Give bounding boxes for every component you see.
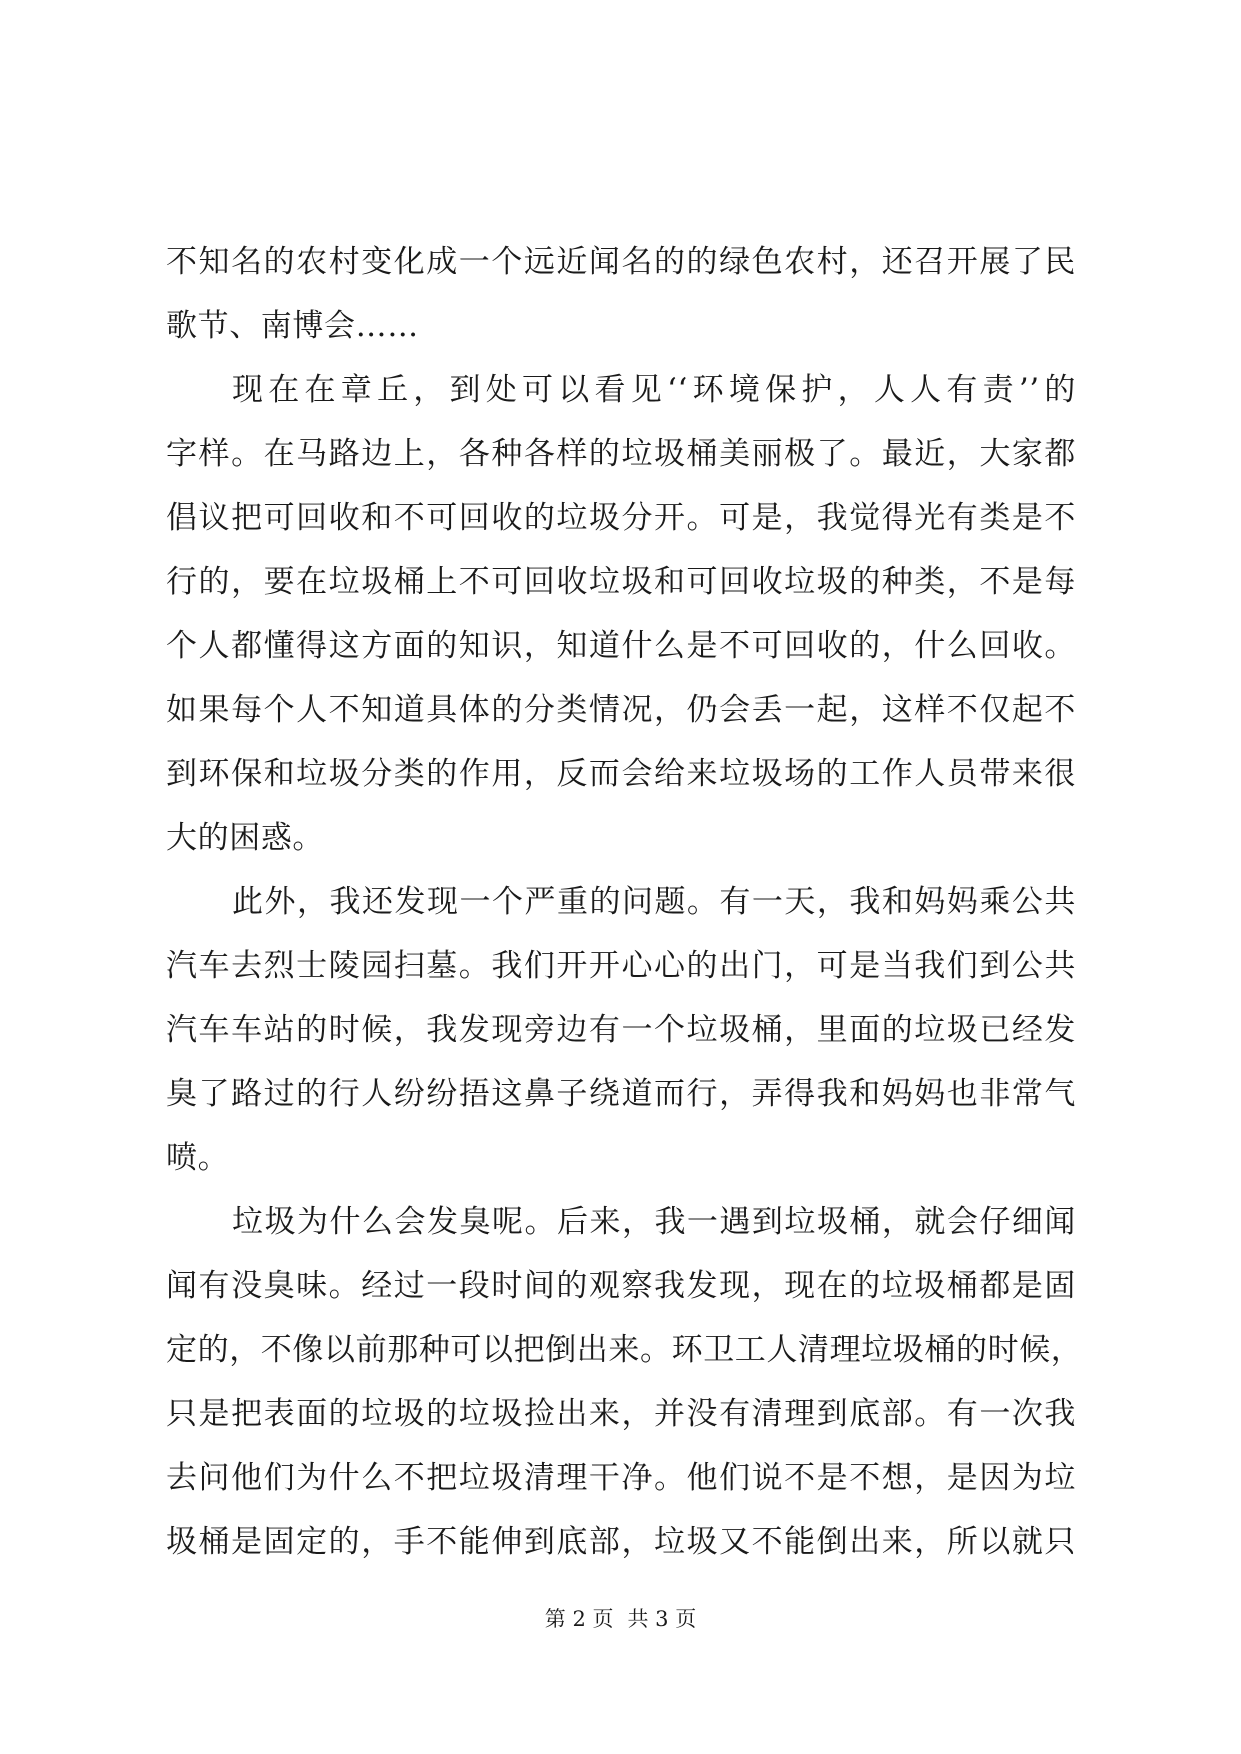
page-footer [0,1604,1241,1634]
text-line: 到环保和垃圾分类的作用，反而会给来垃圾场的工作人员带来很 [166,756,1076,792]
text-line: 喷。 [166,1140,230,1176]
text-line: 臭了路过的行人纷纷捂这鼻子绕道而行，弄得我和妈妈也非常气 [166,1076,1076,1112]
text-line: 圾桶是固定的，手不能伸到底部，垃圾又不能倒出来，所以就只 [166,1524,1076,1560]
text-line: 个人都懂得这方面的知识，知道什么是不可回收的，什么回收。 [166,628,1076,664]
text-line: 如果每个人不知道具体的分类情况，仍会丢一起，这样不仅起不 [166,692,1076,728]
text-line: 倡议把可回收和不可回收的垃圾分开。可是，我觉得光有类是不 [166,500,1076,536]
text-line: 汽车去烈士陵园扫墓。我们开开心心的出门，可是当我们到公共 [166,948,1076,984]
paragraph-first-line: 垃圾为什么会发臭呢。后来，我一遇到垃圾桶，就会仔细闻 [232,1204,1076,1240]
paragraph-first-line: 此外，我还发现一个严重的问题。有一天，我和妈妈乘公共 [232,884,1076,920]
text-line: 字样。在马路边上，各种各样的垃圾桶美丽极了。最近，大家都 [166,436,1076,472]
text-line: 只是把表面的垃圾的垃圾捡出来，并没有清理到底部。有一次我 [166,1396,1076,1432]
text-line: 歌节、南博会…… [166,308,419,344]
paragraph-first-line: 现在在章丘，到处可以看见‘‘环境保护，人人有责’’的 [232,372,1076,408]
text-line: 闻有没臭味。经过一段时间的观察我发现，现在的垃圾桶都是固 [166,1268,1076,1304]
text-line: 汽车车站的时候，我发现旁边有一个垃圾桶，里面的垃圾已经发 [166,1012,1076,1048]
page-number: 第 2 页 [544,1607,614,1631]
text-line: 去问他们为什么不把垃圾清理干净。他们说不是不想，是因为垃 [166,1460,1076,1496]
page-total: 共 3 页 [627,1607,697,1631]
text-line: 不知名的农村变化成一个远近闻名的的绿色农村，还召开展了民 [166,244,1076,280]
text-line: 行的，要在垃圾桶上不可回收垃圾和可回收垃圾的种类，不是每 [166,564,1076,600]
text-line: 定的，不像以前那种可以把倒出来。环卫工人清理垃圾桶的时候， [166,1332,1083,1368]
document-body [166,230,1083,1574]
text-line: 大的困惑。 [166,820,324,856]
